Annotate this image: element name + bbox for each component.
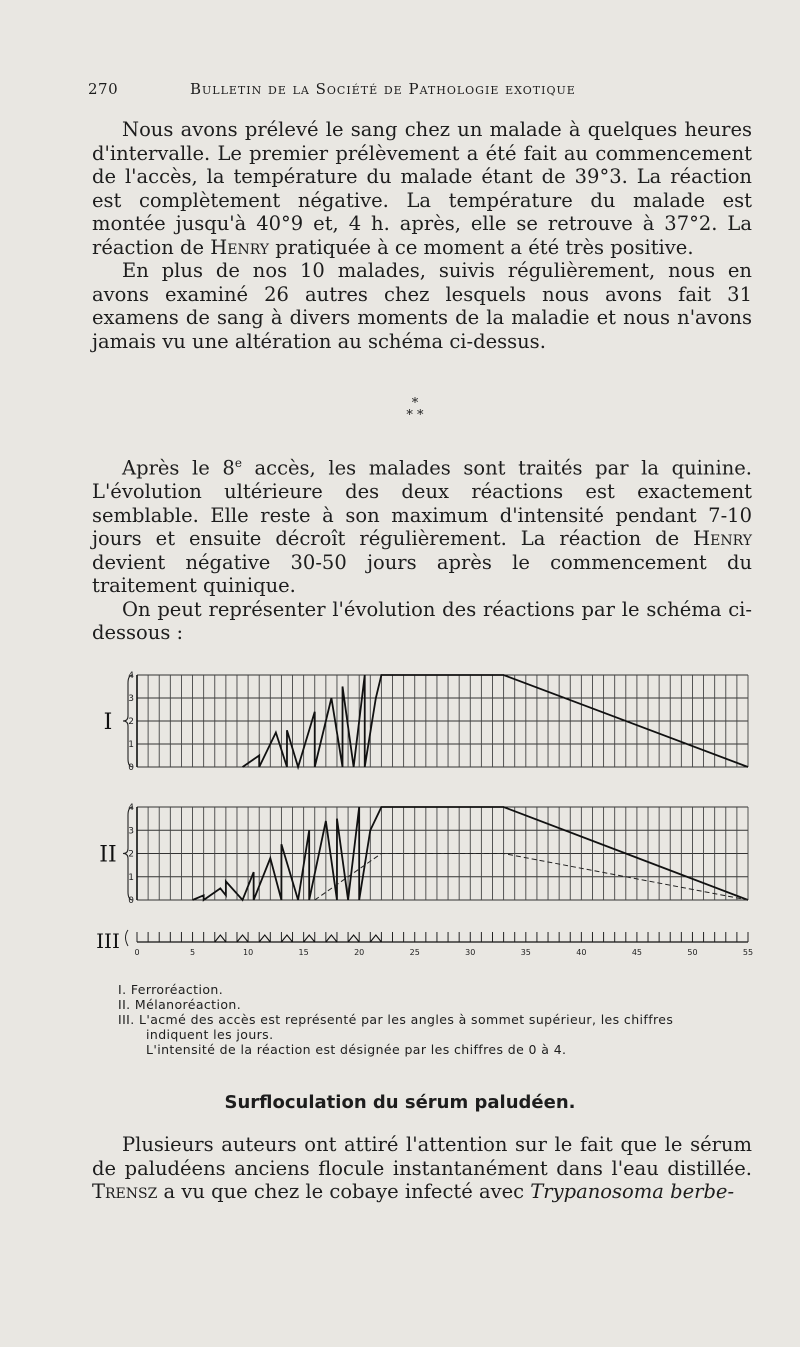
y-tick-label: 2 — [128, 849, 134, 860]
author-name: Trensz — [92, 1180, 158, 1203]
x-tick-label: 40 — [576, 948, 587, 957]
y-tick-label: 3 — [128, 826, 134, 837]
x-tick-label: 10 — [242, 948, 254, 957]
y-tick-label: 4 — [128, 671, 134, 681]
legend-line: III. L'acmé des accès est représenté par les angles à sommet supérieur, les chiffres — [118, 1012, 674, 1027]
y-tick-label: 1 — [128, 740, 134, 750]
figure-legend — [118, 982, 758, 1057]
y-tick-label: 4 — [128, 803, 134, 813]
legend-line: indiquent les jours. — [146, 1027, 274, 1042]
paragraph: Nous avons prélevé le sang chez un malade à quelques heures d'intervalle. Le premier prélèvement a été fait au commencement de l'accès, la température du malade étant de 39°3. La réaction est complètement négative. La température du malade est montée jusqu'à 40°9 et, 4 h. après, elle se retrouve à 37°2. La réaction de Henry pratiquée à ce moment a été très positive. — [92, 118, 752, 259]
body-text-2 — [92, 452, 752, 645]
y-tick-label: 0 — [128, 763, 134, 773]
access-peak — [281, 935, 292, 942]
legend-line: II. Mélanoréaction. — [118, 997, 242, 1012]
x-tick-label: 45 — [631, 948, 643, 957]
running-title: Bulletin de la Société de Pathologie exotique — [190, 80, 576, 98]
paragraph: On peut représenter l'évolution des réactions par le schéma ci-dessous : — [92, 597, 752, 644]
x-tick-label: 55 — [742, 948, 754, 957]
x-tick-label: 20 — [354, 948, 365, 957]
panel-label: III — [96, 929, 120, 953]
access-peak — [348, 935, 359, 942]
x-tick-label: 35 — [520, 948, 531, 957]
author-name: Henry — [693, 527, 752, 550]
panel-label: I — [103, 710, 113, 735]
section-title: Surfloculation du sérum paludéen. — [224, 1092, 576, 1113]
page-number: 270 — [88, 80, 119, 98]
paragraph: En plus de nos 10 malades, suivis régulièrement, nous en avons examiné 26 autres chez lesquels nous avons fait 31 examens de sang à divers moments de la maladie et nous n'avons jamais vu une altération au schéma ci-dessus. — [92, 259, 752, 353]
panel-label: II — [99, 842, 117, 868]
x-tick-label: 15 — [298, 948, 309, 957]
y-tick-label: 3 — [128, 694, 134, 704]
access-peak — [326, 935, 337, 942]
panel-bracket — [126, 930, 129, 946]
x-tick-label: 0 — [134, 948, 140, 957]
legend-line: I. Ferroréaction. — [118, 982, 224, 997]
x-tick-label: 30 — [465, 948, 476, 957]
species-name: Trypanosoma berbe- — [530, 1180, 735, 1203]
y-tick-label: 0 — [128, 896, 134, 906]
access-peak — [304, 935, 315, 942]
section-separator: * * * — [406, 396, 424, 423]
x-tick-label: 50 — [687, 948, 698, 957]
x-tick-label: 25 — [409, 948, 420, 957]
reaction-chart — [0, 660, 800, 980]
access-peak — [237, 935, 248, 942]
access-peak — [370, 935, 381, 942]
access-peak — [215, 935, 226, 942]
author-name: Henry — [210, 235, 270, 259]
paragraph: Plusieurs auteurs ont attiré l'attention sur le fait que le sérum de paludéens anciens flocule instantanément dans l'eau distillée. Trensz a vu que chez le cobaye infecté avec Trypanosoma berbe- — [92, 1133, 752, 1203]
legend-line: L'intensité de la réaction est désignée par les chiffres de 0 à 4. — [146, 1042, 567, 1057]
access-peak — [259, 935, 270, 942]
y-tick-label: 1 — [128, 872, 134, 883]
body-text-1 — [92, 118, 752, 353]
paragraph: Après le 8e accès, les malades sont traités par la quinine. L'évolution ultérieure des deux réactions est exactement semblable. Elle reste à son maximum d'intensité pendant 7-10 jours et ensuite décroît régulièrement. La réaction de Henry devient négative 30-50 jours après le commencement du traitement quinique. — [92, 456, 752, 597]
y-tick-label: 2 — [128, 717, 134, 727]
body-text-3 — [92, 1133, 752, 1204]
x-tick-label: 5 — [189, 948, 196, 957]
